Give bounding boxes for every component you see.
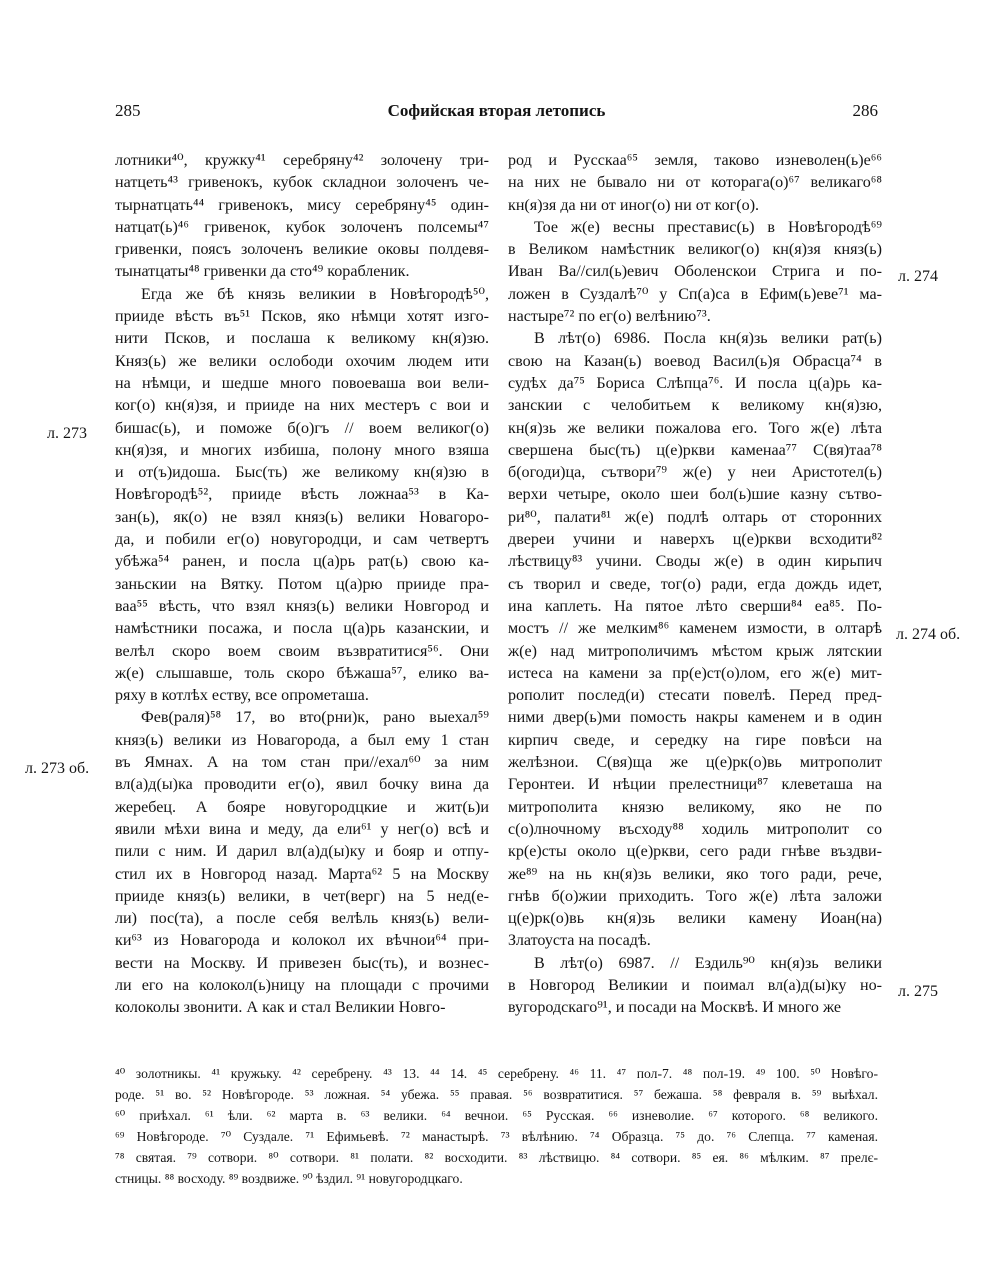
text-line: в Новгород Великии и поимал вл(а)д(ы)ку но- [508, 976, 882, 994]
text-line: ложен в Суздалѣ⁷⁰ у Сп(а)са в Ефим(ь)еве⁷¹ ма- [508, 285, 882, 303]
text-line: заньскии на Вятку. Потом ц(а)рю прииде пра- [115, 575, 489, 593]
text-line: В лѣт(о) 6987. // Ездиль⁹⁰ кн(я)зь велики [534, 954, 882, 972]
footnote-line: ⁶⁹ Новѣгороде. ⁷⁰ Суздале. ⁷¹ Ефимьевѣ. ⁷² манастырѣ. ⁷³ вѣлѣнию. ⁷⁴ Образца. ⁷⁵ до. ⁷⁶ Слепца. ⁷⁷ каменая. [115, 1129, 878, 1144]
text-line: с(о)лночному въсходу⁸⁸ ходиль митрополит со [508, 820, 882, 838]
text-line: ц(е)рк(о)вь кн(я)зь велики камену Иоан(на) [508, 910, 882, 928]
footnotes [115, 1063, 878, 1189]
page-header [115, 101, 878, 129]
text-line: ли) пос(та), а после себя велѣль княз(ь) вели- [115, 910, 489, 928]
text-line: кн(я)зь же велики пожалова его. Того ж(е) лѣта [508, 419, 882, 437]
text-line: кр(е)сты около ц(е)ркви, сего ради гнѣве въздви- [508, 843, 882, 861]
text-line: желѣзнои. С(вя)щa же ц(е)рк(о)вь митрополит [508, 754, 882, 772]
text-line: съ творил и сведе, тог(о) ради, егда дождь идет, [508, 575, 882, 593]
text-line: свою на Казан(ь) воевод Васил(ь)я Обрасца⁷⁴ в [508, 352, 882, 370]
text-line: да, и побили ег(о) новугородци, и сам четвертъ [115, 531, 489, 549]
text-line: рополит послед(и) стесати повелѣ. Перед пред- [508, 687, 882, 705]
text-line: прииде княз(ь) велики, в чет(верг) на 5 нед(е- [115, 887, 489, 905]
text-line: лотники⁴⁰, кружку⁴¹ серебряну⁴² золочену три- [115, 152, 489, 169]
text-line: Тое ж(е) весны преставис(ь) в Новѣгородѣ⁶⁹ [534, 218, 882, 236]
text-line: вл(а)д(ы)ка проводити ег(о), явил бочку вина да [115, 776, 489, 794]
text-line: В лѣт(о) 6986. Посла кн(я)зь велики рат(ь) [534, 330, 882, 348]
text-line: ри⁸⁰, палати⁸¹ ж(е) подлѣ олтарь от сторонних [508, 508, 882, 526]
text-line: занскии с челобитьем к великому кн(я)зю, [508, 397, 882, 415]
margin-note-folio: л. 274 об. [896, 626, 961, 643]
text-line: истеса на камени за пр(е)ст(о)лом, его ж(е) мит- [508, 664, 882, 682]
footnote-line: стницы. ⁸⁸ восходу. ⁸⁹ воздвиже. ⁹⁰ ѣздил. ⁹¹ новугородцкаго. [115, 1171, 463, 1186]
right-text-column [508, 150, 882, 1020]
text-line: Фев(раля)⁵⁸ 17, во вто(рни)к, рано выехал⁵⁹ [141, 709, 489, 727]
text-line: тынатцаты⁴⁸ гривенки да сто⁴⁹ корабленик. [115, 263, 410, 281]
text-line: зан(ь), як(о) не взял княз(ь) велики Новагоро- [115, 508, 489, 526]
text-line: на них не бывало ни от которага(о)⁶⁷ великаго⁶⁸ [508, 174, 882, 192]
text-line: ваа⁵⁵ вѣсть, что взял княз(ь) велики Новгород и [115, 597, 489, 615]
text-line: кн(я)зя да ни от иног(о) ни от ког(о). [508, 196, 760, 214]
text-line: судѣх да⁷⁵ Бориса Слѣпца⁷⁶. И посла ц(а)рь ка- [508, 374, 882, 392]
text-line: Егда же бѣ князь великии в Новѣгородѣ⁵⁰, [141, 285, 489, 303]
text-line: и от(ъ)идоша. Быс(ть) же великому кн(я)зю в [115, 464, 489, 482]
text-line: кирпич сведе, и середку на гире повѣси на [508, 731, 882, 749]
text-line: на нѣмци, и шедше много повоеваша вои вели- [115, 374, 489, 392]
text-line: кн(я)зя, и многих избиша, полону много взяша [115, 441, 489, 459]
text-line: жеребец. А бояре новугородцкие и жит(ь)и [115, 798, 489, 816]
text-line: въ Ямнах. А на том стан при//ехал⁶⁰ за ним [115, 754, 489, 772]
text-line: свершена быс(ть) ц(е)ркви каменаа⁷⁷ С(вя)таа⁷⁸ [508, 441, 882, 459]
text-line: вести на Москву. И привезен быс(ть), и вознес- [115, 954, 489, 972]
text-line: натцат(ь)⁴⁶ гривенок, кубок золоченъ полсемы⁴⁷ [115, 218, 489, 236]
text-line: княз(ь) велики из Новагорода, а был ему 1 стан [115, 731, 489, 749]
text-line: ж(е) над митрополичимъ мѣстом крыж лятскии [508, 642, 882, 660]
margin-note-folio: л. 275 [898, 983, 938, 1000]
text-line: Княз(ь) же велики ослободи охочим людем ити [115, 352, 489, 370]
text-line: ког(о) кн(я)зя, и прииде на них местеръ с вои и [115, 397, 489, 415]
text-line: ли его на колокол(ь)ницу на площади с прочими [115, 976, 489, 994]
text-line: бишас(ь), и поможе б(о)гъ // воем великог(о) [115, 419, 489, 437]
text-line: ними двер(ь)ми помость накры каменем и в один [508, 709, 882, 727]
footnote-line: роде. ⁵¹ во. ⁵² Новѣгороде. ⁵³ ложная. ⁵⁴ убежа. ⁵⁵ правая. ⁵⁶ возвратитися. ⁵⁷ бежаша. ⁵⁸ февраля в. ⁵⁹ выѣхал. [115, 1087, 878, 1102]
text-line: гнѣв б(о)жии приходить. Того ж(е) лѣта заложи [508, 887, 882, 905]
text-line: ки⁶³ из Новагорода и колокол их вѣчнои⁶⁴ при- [115, 932, 489, 950]
text-line: митрополита князю великому, яко не по [508, 798, 882, 816]
text-line: прииде вѣсть въ⁵¹ Псков, яко нѣмци хотят изго- [115, 308, 489, 326]
text-line: б(огоди)ца, сътвори⁷⁹ ж(е) у неи Аристотел(ь) [508, 464, 882, 482]
text-line: род и Русскаа⁶⁵ земля, таково изневолен(ь)е⁶⁶ [508, 152, 882, 169]
text-line: настыре⁷² по ег(о) велѣнию⁷³. [508, 308, 711, 326]
text-line: нити Псков, и послаша к великому кн(я)зю. [115, 330, 489, 348]
footnote-line: ⁶⁰ приѣхал. ⁶¹ ѣли. ⁶² марта в. ⁶³ велики. ⁶⁴ вечнои. ⁶⁵ Русская. ⁶⁶ изневолие. ⁶⁷ которого. ⁶⁸ великого. [115, 1108, 878, 1123]
text-line: верхи четыре, около шеи бол(ь)шие казну сътво- [508, 486, 882, 504]
text-line: Геронтеи. И нѣции прелестници⁸⁷ клеветаша на [508, 776, 882, 794]
text-line: колоколы звонити. А как и стал Великии Новго- [115, 999, 446, 1017]
book-title: Софийская вторая летопись [387, 101, 606, 120]
text-line: Иван Ва//сил(ь)евич Оболенскои Стрига и по- [508, 263, 882, 281]
text-line: ина каплеть. На пятое лѣто сверши⁸⁴ еа⁸⁵. По- [508, 597, 882, 615]
text-line: натцеть⁴³ гривенокъ, кубок складнои золоченъ че- [115, 174, 489, 192]
footnote-line: ⁷⁸ святая. ⁷⁹ сотвори. ⁸⁰ сотвори. ⁸¹ полати. ⁸² восходити. ⁸³ лѣствицю. ⁸⁴ сотвори. ⁸⁵ ея. ⁸⁶ мѣлким. ⁸⁷ прелє- [115, 1150, 878, 1165]
text-line: пили с ним. И дарил вл(а)д(ы)ку и бояр и отпу- [115, 843, 489, 861]
text-line: мостъ // же мелким⁸⁶ каменем измости, в олтарѣ [508, 620, 882, 638]
left-text-column [115, 150, 489, 1020]
text-line: ряху в котлѣх еству, все опрометаша. [115, 687, 369, 705]
margin-note-folio: л. 273 [47, 425, 87, 442]
text-line: Златоуста на посадѣ. [508, 932, 651, 950]
footnote-line: ⁴⁰ золотникы. ⁴¹ кружьку. ⁴² серебрену. ⁴³ 13. ⁴⁴ 14. ⁴⁵ серебрену. ⁴⁶ 11. ⁴⁷ пол-7. ⁴⁸ пол-19. ⁴⁹ 100. ⁵⁰ Новѣго- [115, 1066, 878, 1081]
text-line: убѣжа⁵⁴ ранен, и посла ц(а)рь рат(ь) свою ка- [115, 553, 489, 571]
text-line: явили мѣхи вина и меду, да ели⁶¹ у нег(о) всѣ и [115, 820, 489, 838]
text-line: лѣствицу⁸³ учини. Своды ж(е) в один кирьпич [508, 553, 882, 571]
text-line: ж(е) слышавше, толь скоро бѣжаша⁵⁷, елико ва- [115, 664, 489, 682]
text-line: же⁸⁹ на нь кн(я)зь велики, яко того ради, рече, [508, 865, 882, 883]
text-line: велѣл скоро воем своим възвратитися⁵⁶. Они [115, 642, 489, 660]
text-line: Новѣгородѣ⁵², прииде вѣсть ложнаа⁵³ в Ка- [115, 486, 489, 504]
text-line: тырнатцать⁴⁴ гривенокъ, мису серебряну⁴⁵ один- [115, 196, 489, 214]
left-page-number: 285 [115, 101, 141, 120]
text-line: гривенки, поясъ золоченъ великие оковы полдевя- [115, 241, 489, 259]
text-line: стил их в Новгород назад. Марта⁶² 5 на Москву [115, 865, 489, 883]
margin-note-folio: л. 273 об. [25, 760, 90, 777]
margin-note-folio: л. 274 [898, 268, 938, 285]
text-line: намѣстники посажа, и посла ц(а)рь казанскии, и [115, 620, 489, 638]
text-line: двереи учини и наверхъ ц(е)ркви всходити⁸² [508, 531, 882, 549]
right-page-number: 286 [852, 101, 878, 120]
text-line: вугородскаго⁹¹, и посади на Москвѣ. И много же [508, 999, 842, 1017]
text-line: в Великом намѣстник великог(о) кн(я)зя княз(ь) [508, 241, 882, 259]
